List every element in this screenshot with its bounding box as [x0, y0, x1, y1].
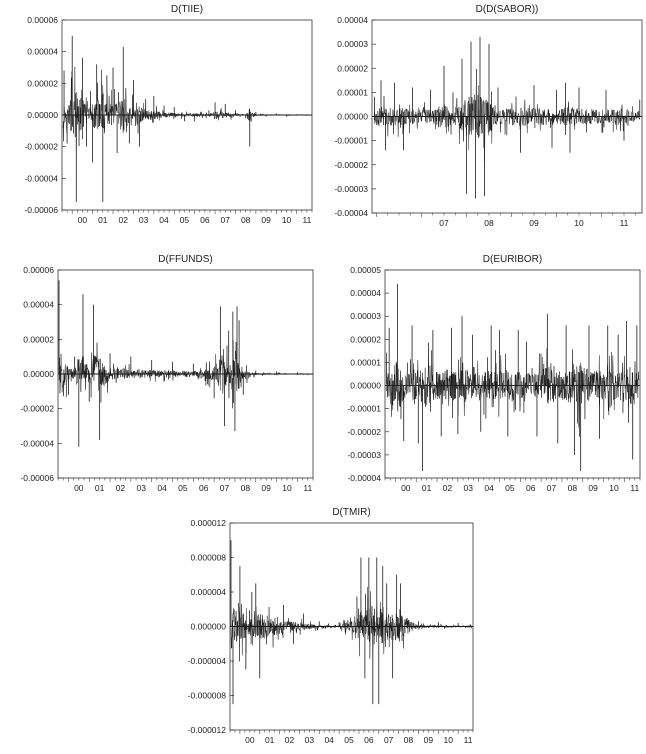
x-tick-label: 06	[525, 483, 536, 493]
y-tick-label: -0.00004	[347, 473, 381, 483]
x-tick-label: 02	[284, 735, 295, 745]
x-tick-label: 11	[630, 483, 640, 493]
y-tick-label: -0.00002	[347, 426, 381, 437]
y-tick-label: 0.00000	[350, 380, 381, 391]
x-tick-label: 06	[364, 735, 374, 745]
x-tick-label: 04	[159, 215, 169, 225]
x-tick-label: 03	[136, 483, 146, 493]
y-tick-label: 0.00002	[337, 63, 368, 74]
x-tick-label: 04	[157, 483, 167, 493]
y-tick-label: -0.000012	[187, 725, 226, 735]
y-tick-label: -0.00002	[24, 141, 58, 152]
x-tick-label: 07	[546, 483, 557, 493]
x-tick-label: 08	[484, 218, 494, 228]
y-tick-label: -0.00004	[334, 208, 368, 218]
x-tick-label: 09	[529, 218, 539, 228]
series-line	[63, 67, 311, 158]
x-tick-label: 05	[179, 215, 190, 225]
y-tick-label: 0.00003	[337, 39, 368, 50]
x-tick-label: 10	[574, 218, 584, 228]
y-tick-label: -0.00001	[347, 403, 381, 414]
x-tick-label: 07	[383, 735, 394, 745]
x-tick-label: 05	[178, 483, 188, 493]
chart-d-d-sabor	[334, 4, 642, 228]
x-tick-label: 09	[588, 483, 598, 493]
x-tick-label: 06	[198, 483, 209, 493]
x-tick-label: 10	[443, 735, 453, 745]
x-tick-label: 00	[74, 483, 84, 493]
chart-title: D(FFUNDS)	[158, 254, 213, 265]
x-tick-label: 08	[567, 483, 578, 493]
y-tick-label: -0.00004	[20, 438, 54, 449]
y-tick-label: 0.00006	[23, 265, 54, 275]
y-tick-label: 0.00000	[23, 369, 54, 379]
chart-title: D(TMIR)	[332, 507, 371, 518]
x-tick-label: 04	[324, 735, 334, 745]
y-tick-label: -0.00002	[334, 159, 368, 170]
x-tick-label: 01	[98, 215, 108, 225]
y-tick-label: -0.00001	[334, 135, 368, 146]
y-tick-label: 0.00004	[337, 15, 368, 25]
chart-d-ffunds	[20, 254, 313, 493]
y-tick-label: -0.00006	[24, 205, 58, 215]
y-tick-label: -0.00002	[20, 403, 54, 414]
x-tick-label: 09	[261, 215, 271, 225]
chart-d-tiie	[24, 4, 312, 225]
x-tick-label: 05	[505, 483, 515, 493]
y-tick-label: -0.000004	[187, 656, 226, 666]
x-tick-label: 01	[264, 735, 275, 745]
y-tick-label: 0.00002	[23, 334, 54, 345]
y-tick-label: -0.00004	[24, 173, 58, 184]
x-tick-label: 10	[282, 483, 292, 493]
y-tick-label: 0.000000	[190, 621, 226, 632]
chart-d-euribor	[347, 254, 640, 493]
y-tick-label: 0.00005	[350, 265, 381, 275]
x-tick-label: 07	[219, 483, 230, 493]
y-tick-label: 0.000004	[190, 587, 226, 597]
x-tick-label: 08	[240, 483, 251, 493]
x-tick-label: 07	[439, 218, 449, 228]
y-tick-label: 0.00004	[27, 46, 58, 57]
y-tick-label: 0.00002	[350, 334, 381, 345]
x-tick-label: 11	[302, 215, 312, 225]
y-tick-label: 0.00003	[350, 311, 381, 322]
y-tick-label: 0.00002	[27, 78, 58, 89]
x-tick-label: 11	[619, 218, 629, 228]
x-tick-label: 05	[344, 735, 354, 745]
x-tick-label: 09	[261, 483, 271, 493]
x-tick-label: 10	[281, 215, 292, 225]
x-tick-label: 11	[463, 735, 473, 745]
x-tick-label: 10	[609, 483, 619, 493]
y-tick-label: -0.00003	[334, 183, 368, 194]
y-tick-label: -0.00003	[347, 449, 381, 460]
y-tick-label: 0.00000	[27, 110, 58, 120]
chart-title: D(TIIE)	[170, 4, 204, 15]
y-tick-label: 0.00001	[350, 357, 381, 368]
x-tick-label: 03	[138, 215, 149, 225]
x-tick-label: 00	[77, 215, 88, 225]
x-tick-label: 08	[240, 215, 251, 225]
x-tick-label: 06	[200, 215, 210, 225]
x-tick-label: 02	[442, 483, 453, 493]
x-tick-label: 03	[304, 735, 315, 745]
x-tick-label: 09	[423, 735, 434, 745]
x-tick-label: 00	[245, 735, 255, 745]
y-tick-label: -0.000008	[187, 690, 226, 701]
x-tick-label: 04	[484, 483, 494, 493]
y-tick-label: 0.00004	[350, 288, 381, 299]
chart-title: D(EURIBOR)	[482, 254, 543, 265]
y-tick-label: 0.00004	[23, 299, 54, 310]
x-tick-label: 08	[403, 735, 414, 745]
y-tick-label: 0.000012	[190, 518, 226, 528]
series-line	[231, 587, 472, 661]
x-tick-label: 03	[463, 483, 473, 493]
y-tick-label: 0.00001	[337, 87, 368, 98]
y-tick-label: 0.000008	[190, 552, 226, 563]
x-tick-label: 02	[115, 483, 126, 493]
x-tick-label: 07	[220, 215, 230, 225]
x-tick-label: 00	[401, 483, 411, 493]
y-tick-label: -0.00006	[20, 473, 54, 483]
plot-frame	[385, 270, 640, 478]
chart-d-tmir	[188, 507, 473, 745]
y-tick-label: 0.00006	[27, 15, 58, 25]
x-tick-label: 02	[118, 215, 128, 225]
series-line	[374, 69, 640, 161]
series-line	[386, 343, 639, 437]
x-tick-label: 11	[303, 483, 313, 493]
chart-title: D(D(SABOR))	[475, 4, 539, 15]
y-tick-label: 0.00000	[337, 111, 368, 122]
x-tick-label: 01	[421, 483, 432, 493]
x-tick-label: 01	[94, 483, 105, 493]
